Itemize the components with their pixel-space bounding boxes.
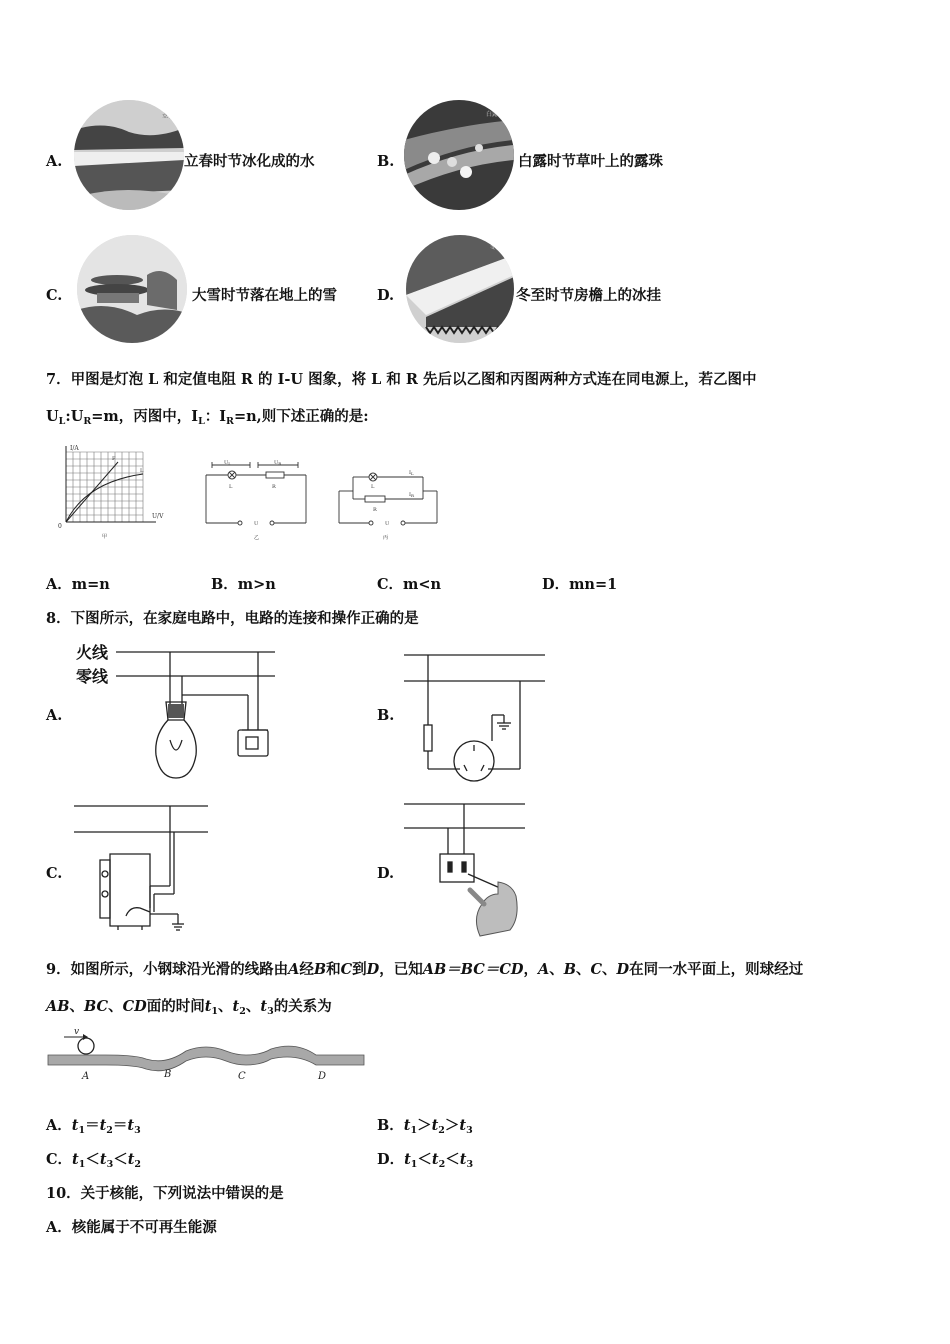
photo-caption-d: 冬至	[490, 244, 503, 251]
q10-stem: 10．关于核能，下列说法中错误的是	[46, 1185, 284, 1202]
q6-option-c-letter: C.	[46, 287, 63, 304]
q9-option-a[interactable]: A．$t_1=t_2=t_3$	[46, 1117, 141, 1136]
q8-option-a-letter[interactable]: A.	[46, 707, 63, 724]
photo-caption-a: 立春	[162, 113, 175, 120]
q8-stem: 8．下图所示，在家庭电路中，电路的连接和操作正确的是	[46, 610, 419, 627]
q7-stem-line1: 7．甲图是灯泡 L 和定值电阻 R 的 I-U 图象，将 L 和 R 先后以乙图和丙图两种方式连在同电源上，若乙图中	[46, 371, 757, 388]
q6-option-a-text: 立春时节冰化成的水	[184, 153, 315, 170]
neutral-wire-label: 零线	[76, 667, 109, 686]
q9-option-c[interactable]: C．$t_1<t_3<t_2$	[46, 1151, 142, 1170]
yi-label-ur: $U_R$	[274, 460, 282, 466]
yi-label-name: 乙	[254, 535, 260, 541]
q8-option-d-letter[interactable]: D.	[377, 865, 395, 882]
graph-xlabel: U/V	[152, 513, 164, 520]
q7-stem-line2: $U_L:U_R=m$，丙图中，$I_L$：$I_R=n$,则下述正确的是:	[46, 408, 369, 427]
q6-option-c-text: 大雪时节落在地上的雪	[192, 287, 337, 304]
photo-caption-b: 白露	[486, 111, 499, 118]
q7-circuit-yi	[200, 455, 315, 545]
q6-option-b-text: 白露时节草叶上的露珠	[518, 153, 663, 170]
graph-ylabel: I/A	[70, 445, 79, 452]
live-wire-label: 火线	[76, 643, 109, 662]
q9-stem-line2: AB、BC、CD面的时间$t_1$、$t_2$、$t_3$的关系为	[46, 998, 332, 1017]
graph-curve-label-1: F	[112, 456, 116, 462]
graph-name: 甲	[102, 534, 108, 540]
photo-caption-c: 大雪	[167, 242, 180, 249]
q8-figure-d	[400, 798, 530, 938]
q9-option-b[interactable]: B．$t_1>t_2>t_3$	[377, 1117, 473, 1136]
q9-label-v: v	[74, 1027, 80, 1037]
q6-photo-d	[406, 235, 514, 343]
q6-photo-c	[77, 235, 187, 343]
q9-option-d[interactable]: D．$t_1<t_2<t_3$	[377, 1151, 474, 1170]
graph-curve-label-2: L	[140, 468, 144, 474]
q6-option-d-letter: D.	[377, 287, 395, 304]
q6-photo-a	[74, 100, 184, 210]
bing-label-res: R	[373, 507, 377, 513]
yi-label-source: U	[254, 521, 259, 527]
q7-graph-jia	[56, 442, 178, 542]
bing-label-source: U	[385, 521, 390, 527]
q8-figure-b	[400, 645, 550, 785]
q8-option-c-letter[interactable]: C.	[46, 865, 63, 882]
yi-label-lamp: L	[229, 484, 233, 490]
bing-label-ir: $I_R$	[409, 492, 414, 498]
q8-figure-c	[70, 798, 215, 938]
q9-label-c: C	[238, 1071, 246, 1082]
q6-option-d-text: 冬至时节房檐上的冰挂	[516, 287, 661, 304]
q7-option-c[interactable]: C．m<n	[377, 576, 442, 593]
q9-label-d: D	[318, 1071, 327, 1082]
q9-label-a: A	[82, 1071, 90, 1082]
q6-photo-b	[404, 100, 514, 210]
q9-stem-line1: 9．如图所示，小钢球沿光滑的线路由A经B和C到D，已知AB＝BC＝CD，A、B、C、D在同一水平面上，则球经过	[46, 961, 804, 978]
graph-origin: 0	[58, 523, 62, 530]
q6-option-b-letter: B.	[377, 153, 395, 170]
bing-label-lamp: L	[371, 484, 375, 490]
q7-option-d[interactable]: D．mn=1	[542, 576, 618, 593]
bing-label-name: 丙	[383, 535, 389, 541]
bing-label-il: $I_L$	[409, 470, 414, 476]
q9-track-figure	[46, 1025, 368, 1087]
q9-label-b: B	[164, 1069, 172, 1080]
yi-label-res: R	[272, 484, 276, 490]
q7-option-a[interactable]: A．m=n	[46, 576, 110, 593]
q6-option-a-letter: A.	[46, 153, 63, 170]
q7-circuit-bing	[333, 455, 443, 545]
q8-option-b-letter[interactable]: B.	[377, 707, 395, 724]
q7-option-b[interactable]: B．m>n	[211, 576, 276, 593]
yi-label-ul: $U_L$	[224, 460, 231, 466]
q8-figure-a	[70, 640, 280, 785]
q10-option-a[interactable]: A．核能属于不可再生能源	[46, 1219, 217, 1236]
